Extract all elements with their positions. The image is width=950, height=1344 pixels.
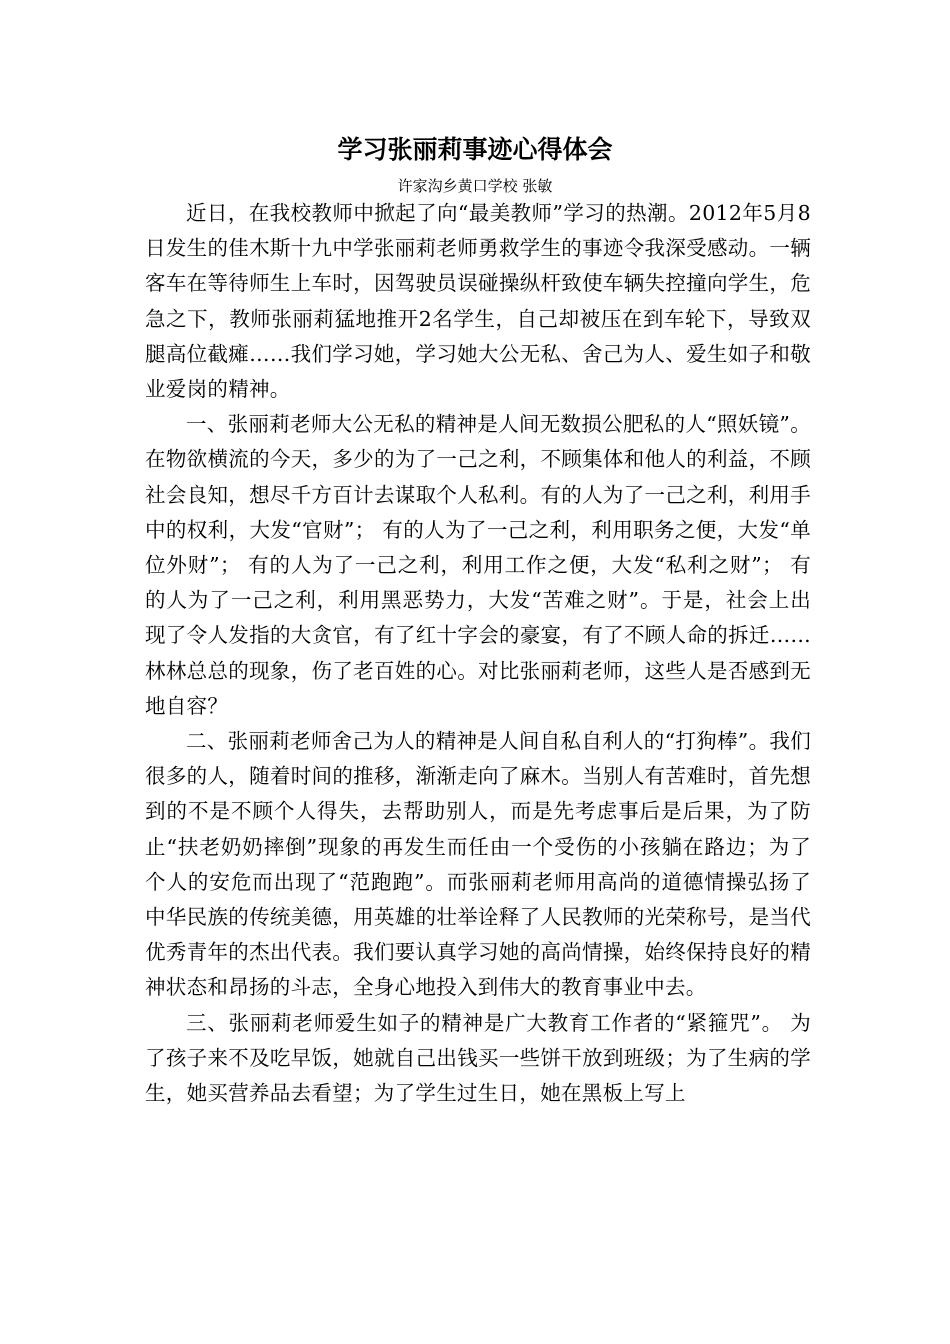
document-title: 学习张丽莉事迹心得体会 (337, 135, 613, 164)
paragraph-section-2: 二、张丽莉老师舍己为人的精神是人间自私自利人的“打狗棒”。我们很多的人，随着时间的推移，渐渐走向了麻木。当别人有苦难时，首先想到的不是不顾个人得失，去帮助别人，而是先考虑事后是后果，为了防止“扶老奶奶摔倒”现象的再发生而任由一个受伤的小孩躺在路边；为了个人的安危而出现了“范跑跑”。而张丽莉老师用高尚的道德情操弘扬了中华民族的传统美德，用英雄的壮举诠释了人民教师的光荣称号，是当代优秀青年的杰出代表。我们要认真学习她的高尚情操，始终保持良好的精神状态和昂扬的斗志，全身心地投入到伟大的教育事业中去。 (145, 729, 811, 1000)
document-author: 许家沟乡黄口学校 张敏 (397, 177, 553, 195)
paragraph-section-3: 三、张丽莉老师爱生如子的精神是广大教育工作者的“紧箍咒”。 为了孩子来不及吃早饭，她就自己出钱买一些饼干放到班级；为了生病的学生，她买营养品去看望；为了学生过生日，她在黑板上写上 (145, 1010, 811, 1106)
paragraph-section-1: 一、张丽莉老师大公无私的精神是人间无数损公肥私的人“照妖镜”。在物欲横流的今天，多少的为了一己之利，不顾集体和他人的利益，不顾社会良知，想尽千方百计去谋取个人私利。有的人为了一己之利，利用手中的权利，大发“官财”； 有的人为了一己之利，利用职务之便，大发“单位外财”； 有的人为了一己之利，利用工作之便，大发“私利之财”； 有的人为了一己之利，利用黑恶势力，大发“苦难之财”。于是，社会上出现了令人发指的大贪官，有了红十字会的豪宴，有了不顾人命的拆迁…...林林总总的现象，伤了老百姓的心。对比张丽莉老师，这些人是否感到无地自容？ (145, 412, 811, 718)
paragraph-intro: 近日，在我校教师中掀起了向“最美教师”学习的热潮。2012年5月8日发生的佳木斯十九中学张丽莉老师勇救学生的事迹令我深受感动。一辆客车在等待师生上车时，因驾驶员误碰操纵杆致使车辆失控撞向学生，危急之下，教师张丽莉猛地推开2名学生，自己却被压在到车轮下，导致双腿高位截瘫……我们学习她，学习她大公无私、舍己为人、爱生如子和敬业爱岗的精神。 (145, 201, 811, 402)
document-body (145, 196, 811, 1111)
